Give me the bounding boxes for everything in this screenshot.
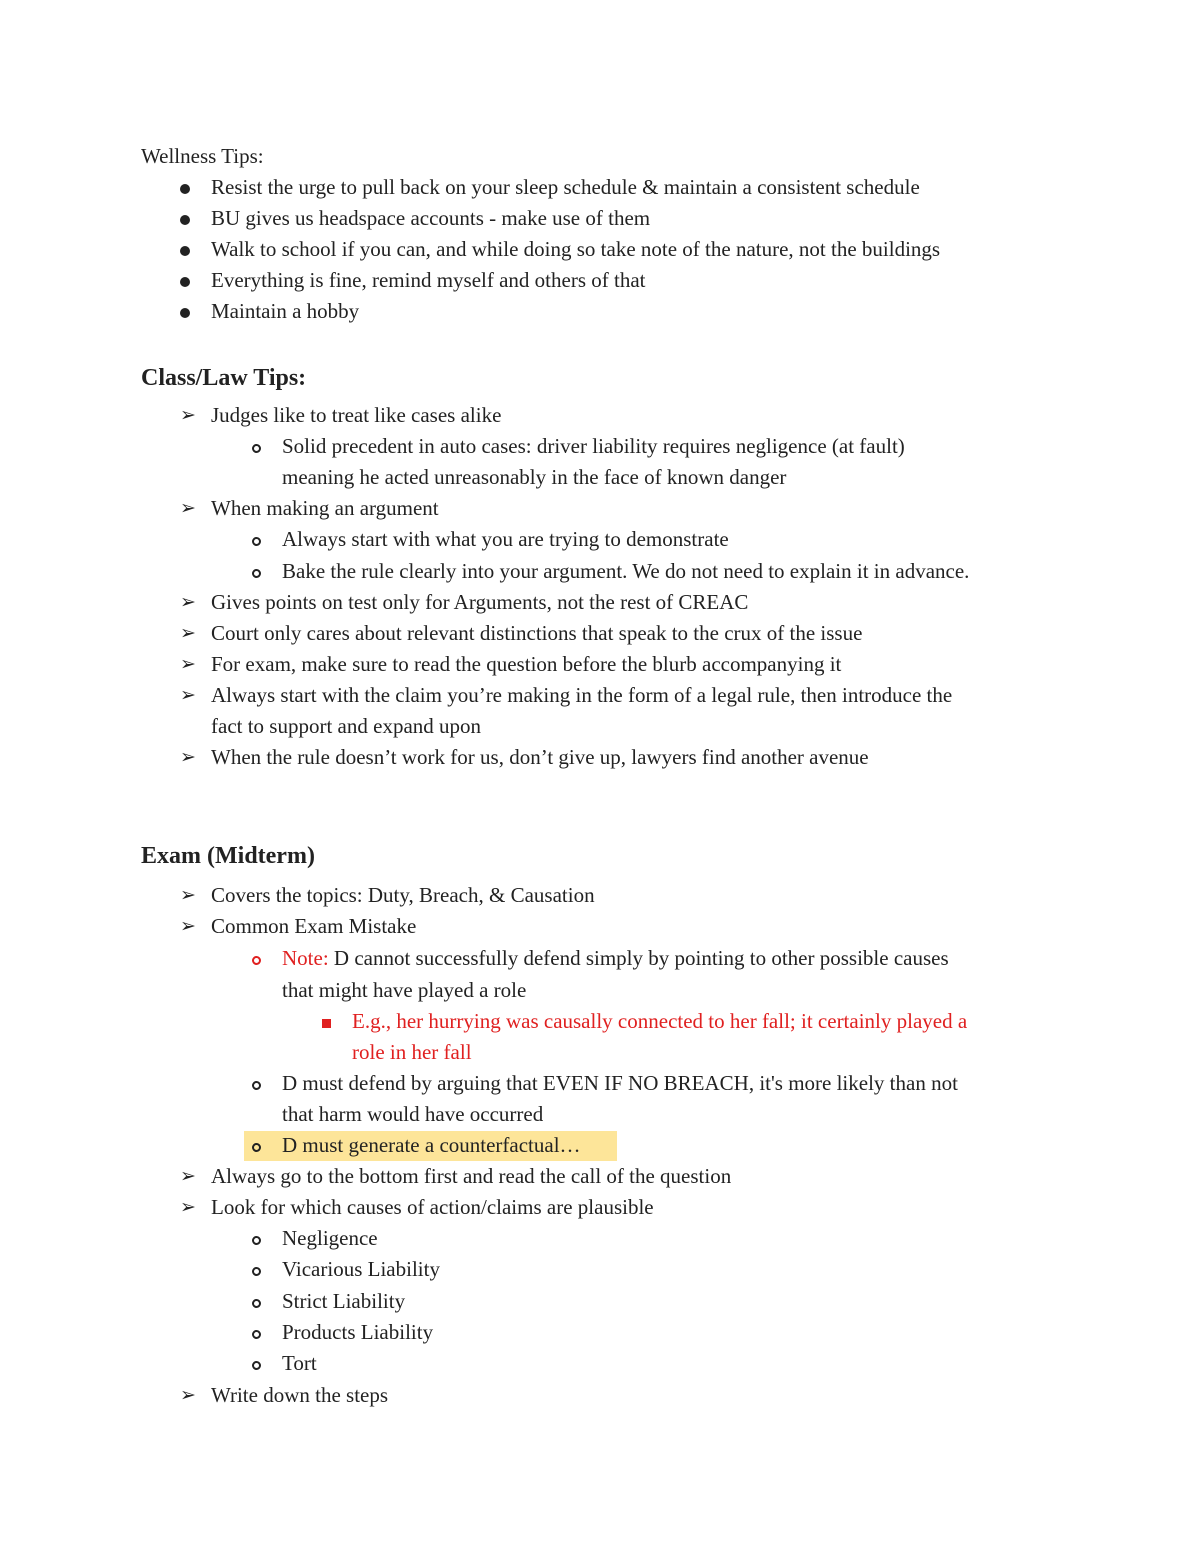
class-law-item: Always start with the claim you’re making in the form of a legal rule, then introduce the [211,683,953,707]
hollow-circle-icon [246,1254,266,1285]
arrow-bullet-icon: ➢ [180,653,196,675]
wellness-item: Everything is fine, remind myself and others of that [211,268,646,292]
arrow-bullet-icon: ➢ [180,591,196,613]
bullet-disc-icon [175,203,195,234]
exam-subitem: Vicarious Liability [282,1257,440,1281]
exam-subitem: D must defend by arguing that EVEN IF NO BREACH, it's more likely than not [282,1071,958,1095]
hollow-circle-icon [246,1130,266,1161]
exam-note-line [282,943,949,974]
bullet-disc-icon [175,234,195,265]
note-text: D cannot successfully defend simply by pointing to other possible causes [328,946,949,970]
arrow-bullet-icon: ➢ [180,746,196,768]
arrow-bullet-icon: ➢ [180,884,196,906]
exam-title: Exam (Midterm) [141,843,315,869]
exam-subitem: Products Liability [282,1320,434,1344]
wellness-title: Wellness Tips: [141,144,264,168]
hollow-circle-icon [246,1348,266,1379]
exam-item: Look for which causes of action/claims are plausible [211,1195,654,1219]
exam-subitem-highlighted: D must generate a counterfactual… [282,1133,581,1157]
class-law-subitem: Always start with what you are trying to demonstrate [282,527,729,551]
class-law-subitem-cont: meaning he acted unreasonably in the face of known danger [282,465,787,489]
arrow-bullet-icon: ➢ [180,1384,196,1406]
class-law-item: For exam, make sure to read the question before the blurb accompanying it [211,652,842,676]
class-law-item: Judges like to treat like cases alike [211,403,502,427]
exam-item: Common Exam Mistake [211,914,417,938]
exam-example-cont: role in her fall [352,1040,472,1064]
arrow-bullet-icon: ➢ [180,497,196,519]
hollow-circle-icon [246,431,266,462]
exam-example: E.g., her hurrying was causally connected to her fall; it certainly played a [352,1009,968,1033]
arrow-bullet-icon: ➢ [180,1196,196,1218]
hollow-circle-icon [246,1286,266,1317]
class-law-item: Gives points on test only for Arguments, not the rest of CREAC [211,590,749,614]
arrow-bullet-icon: ➢ [180,404,196,426]
hollow-circle-icon [246,943,266,974]
hollow-circle-icon [246,556,266,587]
square-bullet-icon [316,1006,336,1037]
wellness-item: Resist the urge to pull back on your sleep schedule & maintain a consistent schedule [211,175,920,199]
wellness-item: Maintain a hobby [211,299,360,323]
exam-item: Always go to the bottom first and read the call of the question [211,1164,732,1188]
exam-subitem-cont: that harm would have occurred [282,1102,544,1126]
class-law-item: Court only cares about relevant distinctions that speak to the crux of the issue [211,621,863,645]
class-law-title: Class/Law Tips: [141,365,307,391]
class-law-subitem: Solid precedent in auto cases: driver liability requires negligence (at fault) [282,434,905,458]
exam-note-cont: that might have played a role [282,978,527,1002]
note-label: Note: [282,946,329,970]
hollow-circle-icon [246,1068,266,1099]
bullet-disc-icon [175,296,195,327]
arrow-bullet-icon: ➢ [180,684,196,706]
hollow-circle-icon [246,1317,266,1348]
arrow-bullet-icon: ➢ [180,1165,196,1187]
exam-item: Covers the topics: Duty, Breach, & Causation [211,883,595,907]
arrow-bullet-icon: ➢ [180,915,196,937]
exam-subitem: Strict Liability [282,1289,406,1313]
wellness-item: Walk to school if you can, and while doing so take note of the nature, not the buildings [211,237,941,261]
class-law-item: When the rule doesn’t work for us, don’t give up, lawyers find another avenue [211,745,869,769]
bullet-disc-icon [175,172,195,203]
arrow-bullet-icon: ➢ [180,622,196,644]
exam-subitem: Negligence [282,1226,378,1250]
bullet-disc-icon [175,265,195,296]
hollow-circle-icon [246,1223,266,1254]
exam-item: Write down the steps [211,1383,389,1407]
class-law-item-cont: fact to support and expand upon [211,714,482,738]
wellness-item: BU gives us headspace accounts - make use of them [211,206,651,230]
class-law-subitem: Bake the rule clearly into your argument. We do not need to explain it in advance. [282,559,970,583]
exam-subitem: Tort [282,1351,317,1375]
class-law-item: When making an argument [211,496,439,520]
hollow-circle-icon [246,524,266,555]
